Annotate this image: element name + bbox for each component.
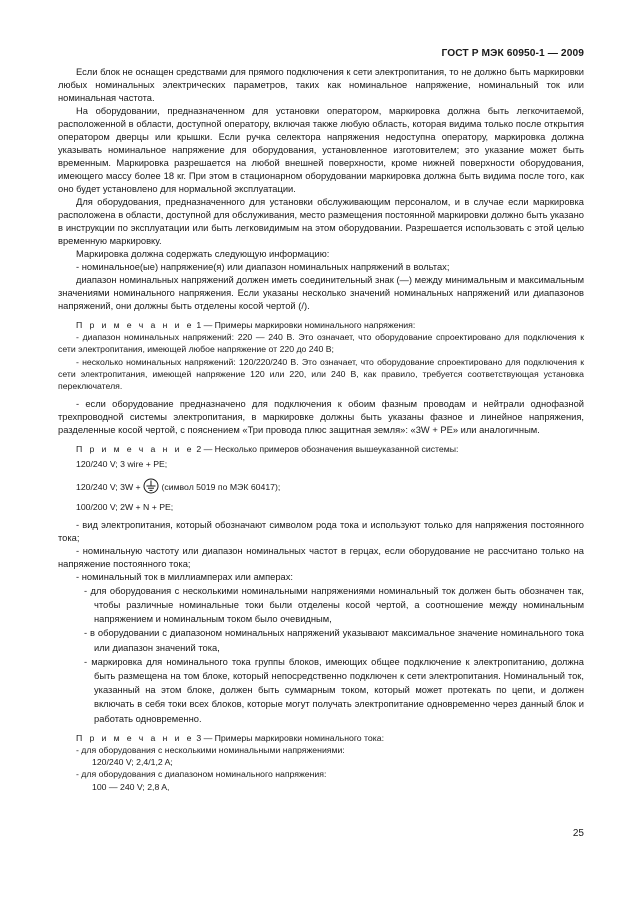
note-1-line: - диапазон номинальных напряжений: 220 — 240 В. Это означает, что оборудование спроектировано для подключения к сети электропитания, имеющей любое напряжение от 220 до 240 В; <box>58 332 584 355</box>
document-body <box>58 66 584 793</box>
note-title-text: 1 — Примеры маркировки номинального напряжения: <box>193 320 416 330</box>
note-label: П р и м е ч а н и е <box>76 732 194 743</box>
paragraph: Маркировка должна содержать следующую информацию: <box>76 249 330 259</box>
note-3-title <box>58 732 584 744</box>
list-item: - если оборудование предназначено для подключения к обоим фазным проводам и нейтрали однофазной трехпроводной системы электропитания, в маркировке должны быть указаны фазное и линейное напряжения, разделенные косой чертой, с пояснением «Три провода плюс защитная земля»: «3W + PE» или аналогичным. <box>58 399 584 436</box>
note-2-example: 120/240 V; 3 wire + PE; <box>76 459 168 470</box>
sub-list-item: - маркировка для номинального тока группы блоков, имеющих общее подключение к электропитанию, должна быть размещена на том блоке, который непосредственно подключен к сети электропитания. Номинальный ток, указанный на этом блоке, должен быть суммарным током, который может протекать по цепи, и должен включать в себя токи всех блоков, которые могут получать электропитание одновременно через данный блок и работать одновременно. <box>84 656 584 724</box>
sub-list-item: - для оборудования с несколькими номинальными напряжениями номинальный ток должен быть обозначен так, чтобы различные номинальные токи были отделены косой чертой, а соотношение между номинальным напряжением и номинальным током было очевидным, <box>84 585 584 625</box>
list-item: - номинальный ток в миллиамперах или амперах: <box>76 571 294 582</box>
note-2-example <box>58 478 584 494</box>
paragraph: На оборудовании, предназначенном для установки оператором, маркировка должна быть легкочитаемой, расположенной в области, доступной оператору, включая также любую область, которая видима только после открытия оператором дверцы или крышки. Если ручка селектора напряжения недоступна оператору, маркировка должна указывать номинальное напряжение для оборудования, установленное изготовителем; это указание может быть временным. Маркировка разрешается на любой внешней поверхности, кроме нижней поверхности оборудования, имеющего массу более 18 кг. При этом в стационарном оборудовании маркировка должна быть видима после того, как оно будет установлено для нормальной эксплуатации. <box>58 106 584 194</box>
note-3-value: 120/240 V; 2,4/1,2 A; <box>92 757 173 768</box>
note-1-title <box>58 319 584 331</box>
protective-earth-icon <box>143 478 159 494</box>
paragraph: Для оборудования, предназначенного для установки обслуживающим персоналом, и в случае если маркировка расположена в области, доступной для обслуживания, место размещения постоянной маркировки должно быть указано в инструкции по эксплуатации или быть легковидимым на этом оборудовании. Разрешается использовать с этой целью временную маркировку. <box>58 197 584 246</box>
note-1 <box>58 319 584 392</box>
paragraph: Если блок не оснащен средствами для прямого подключения к сети электропитания, то не должно быть маркировки любых номинальных электрических параметров, таких как номинальное напряжение, номинальный ток или номинальная частота. <box>58 67 584 103</box>
note-3-line: - для оборудования с несколькими номинальными напряжениями: <box>76 745 345 756</box>
example-text: 120/240 V; 3W + <box>76 481 144 492</box>
page-number: 25 <box>572 828 584 839</box>
note-2-title <box>58 443 584 455</box>
paragraph: диапазон номинальных напряжений должен иметь соединительный знак (—) между минимальным и максимальным значениями номинального напряжения. Если указаны несколько значений номинальных напряжений или диапазонов напряжений, они должны быть отделены косой чертой (/). <box>58 275 584 311</box>
note-2-example: 100/200 V; 2W + N + PE; <box>76 501 174 512</box>
note-3-line: - для оборудования с диапазоном номинального напряжения: <box>76 769 327 780</box>
list-item: - вид электропитания, который обозначают символом рода тока и используют только для напряжения постоянного тока; <box>58 519 584 543</box>
list-item: - номинальное(ые) напряжение(я) или диапазон номинальных напряжений в вольтах; <box>76 262 450 272</box>
note-1-line: - несколько номинальных напряжений: 120/220/240 В. Это означает, что оборудование спроектировано для подключения к сети электропитания, имеющей напряжение 120 или 220, или 240 В, как правило, требуется соответствующая установка переключателя. <box>58 356 584 392</box>
note-label: П р и м е ч а н и е <box>76 444 194 455</box>
note-3 <box>58 732 584 793</box>
note-2 <box>58 443 584 513</box>
note-title-text: 3 — Примеры маркировки номинального тока: <box>193 732 385 743</box>
note-3-value: 100 — 240 V; 2,8 A, <box>92 781 170 792</box>
sub-list-item: - в оборудовании с диапазоном номинальных напряжений указывают максимальное значение номинального тока или диапазон значений тока, <box>84 628 584 653</box>
note-label: П р и м е ч а н и е <box>76 320 194 330</box>
example-text: (символ 5019 по МЭК 60417); <box>159 481 281 492</box>
page-header: ГОСТ Р МЭК 60950-1 — 2009 <box>441 48 584 59</box>
list-item: - номинальную частоту или диапазон номинальных частот в герцах, если оборудование не рассчитано только на напряжение постоянного тока; <box>58 545 584 569</box>
note-title-text: 2 — Несколько примеров обозначения вышеуказанной системы: <box>193 444 459 455</box>
